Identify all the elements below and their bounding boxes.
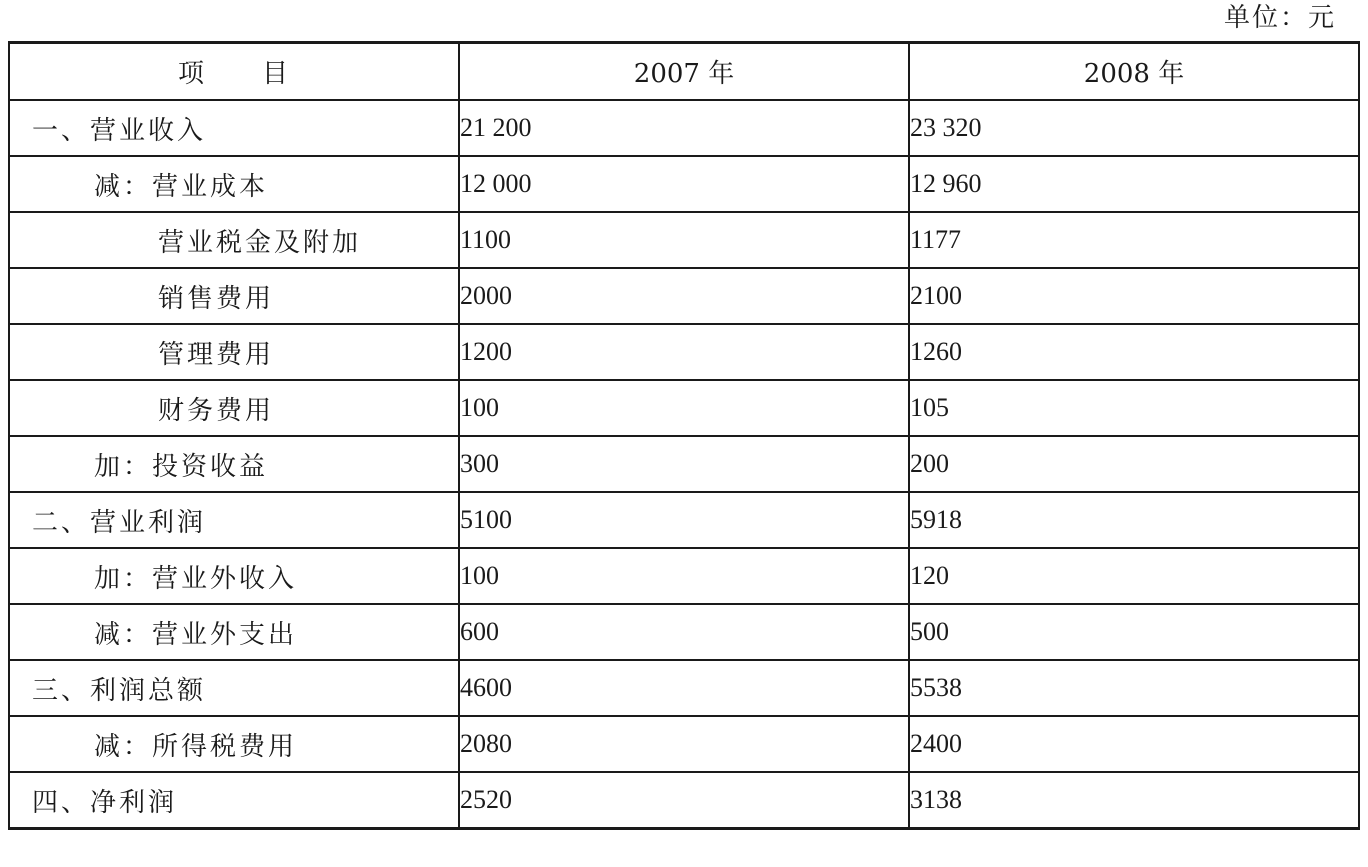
value-2008: 2100 [909,268,1359,324]
table-row [9,100,1359,156]
row-label: 加：营业外收入 [9,548,459,604]
table-row [9,156,1359,212]
value-2007: 100 [459,380,909,436]
value-2008: 1177 [909,212,1359,268]
value-2008: 2400 [909,716,1359,772]
value-2007: 1100 [459,212,909,268]
table-row [9,716,1359,772]
row-label: 销售费用 [9,268,459,324]
row-label: 管理费用 [9,324,459,380]
value-2007: 2080 [459,716,909,772]
value-2007: 1200 [459,324,909,380]
value-2007: 4600 [459,660,909,716]
table-row [9,548,1359,604]
value-2007: 12 000 [459,156,909,212]
row-label: 营业税金及附加 [9,212,459,268]
table-row [9,436,1359,492]
unit-note: 单位：元 [1223,3,1336,33]
row-label: 减：所得税费用 [9,716,459,772]
value-2008: 500 [909,604,1359,660]
value-2007: 600 [459,604,909,660]
value-2008: 23 320 [909,100,1359,156]
row-label: 二、营业利润 [9,492,459,548]
header-2007: 2007 年 [459,43,909,101]
row-label: 财务费用 [9,380,459,436]
table-row [9,660,1359,716]
table-row [9,324,1359,380]
value-2008: 12 960 [909,156,1359,212]
value-2007: 300 [459,436,909,492]
table-row [9,380,1359,436]
value-2007: 2520 [459,772,909,829]
row-label: 三、利润总额 [9,660,459,716]
value-2007: 21 200 [459,100,909,156]
row-label: 减：营业成本 [9,156,459,212]
row-label: 加：投资收益 [9,436,459,492]
header-2008: 2008 年 [909,43,1359,101]
header-item: 项 目 [9,43,459,101]
value-2008: 5538 [909,660,1359,716]
row-label: 减：营业外支出 [9,604,459,660]
value-2008: 120 [909,548,1359,604]
value-2008: 5918 [909,492,1359,548]
table-row [9,268,1359,324]
value-2007: 5100 [459,492,909,548]
value-2008: 3138 [909,772,1359,829]
row-label: 四、净利润 [9,772,459,829]
table-row [9,212,1359,268]
header-row [9,43,1359,101]
value-2007: 100 [459,548,909,604]
income-statement-table [8,41,1360,830]
row-label: 一、营业收入 [9,100,459,156]
value-2008: 200 [909,436,1359,492]
table-row [9,492,1359,548]
table-row [9,772,1359,829]
value-2008: 105 [909,380,1359,436]
value-2008: 1260 [909,324,1359,380]
value-2007: 2000 [459,268,909,324]
table-row [9,604,1359,660]
